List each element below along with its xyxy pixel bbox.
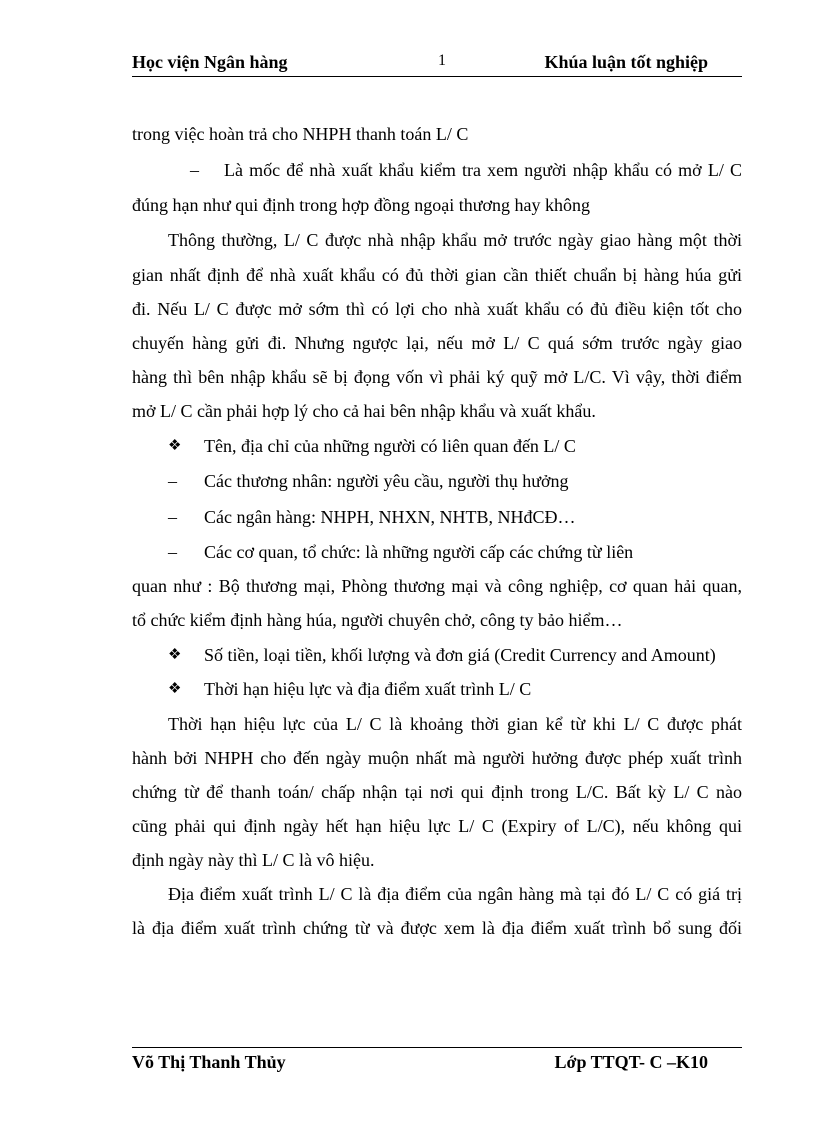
dash-item: Các cơ quan, tổ chức: là những người cấp các chứng từ liên <box>204 542 634 562</box>
text-line: hàng thì bên nhập khẩu sẽ bị đọng vốn vì phải ký quỹ mở L/C. Vì vậy, thời điểm <box>132 367 742 387</box>
text-line: quan như : Bộ thương mại, Phòng thương mại và công nghiệp, cơ quan hải quan, <box>132 576 742 596</box>
text-line: Thông thường, L/ C được nhà nhập khẩu mở trước ngày giao hàng một thời <box>168 230 742 250</box>
text-line: Là mốc để nhà xuất khẩu kiểm tra xem người nhập khẩu có mở L/ C <box>224 160 742 180</box>
bullet-item: Số tiền, loại tiền, khối lượng và đơn giá (Credit Currency and Amount) <box>204 645 716 665</box>
text-line: Địa điểm xuất trình L/ C là địa điểm của ngân hàng mà tại đó L/ C có giá trị <box>168 884 742 904</box>
page-header <box>132 50 742 77</box>
text-line: chứng từ để thanh toán/ chấp nhận tại nơi qui định trong L/C. Bất kỳ L/ C nào <box>132 782 742 802</box>
page-footer <box>132 1047 742 1076</box>
text-line: mở L/ C cần phải hợp lý cho cả hai bên nhập khẩu và xuất khẩu. <box>132 401 596 421</box>
text-line: trong việc hoàn trả cho NHPH thanh toán L/ C <box>132 124 469 144</box>
dash-item: Các ngân hàng: NHPH, NHXN, NHTB, NHđCĐ… <box>204 507 576 527</box>
text-line: là địa điểm xuất trình chứng từ và được xem là địa điểm xuất trình bổ sung đối <box>132 918 742 938</box>
dash-item: Các thương nhân: người yêu cầu, người thụ hưởng <box>204 471 569 491</box>
dash-marker: – <box>190 160 199 180</box>
text-line: tổ chức kiểm định hàng húa, người chuyên chở, công ty bảo hiểm… <box>132 610 623 630</box>
text-line: định ngày này thì L/ C là vô hiệu. <box>132 850 375 870</box>
dash-marker: – <box>168 471 177 491</box>
diamond-bullet-icon: ❖ <box>168 681 182 697</box>
text-line: hành bởi NHPH cho đến ngày muộn nhất mà người hưởng được phép xuất trình <box>132 748 742 768</box>
footer-author: Võ Thị Thanh Thủy <box>132 1052 286 1072</box>
bullet-item: Tên, địa chỉ của những người có liên quan đến L/ C <box>204 436 576 456</box>
text-line: gian nhất định để nhà xuất khẩu có đủ thời gian cần thiết chuẩn bị hàng húa gửi <box>132 265 742 285</box>
dash-marker: – <box>168 507 177 527</box>
text-line: đúng hạn như qui định trong hợp đồng ngoại thương hay không <box>132 195 591 215</box>
header-document-type: Khúa luận tốt nghiệp <box>544 52 708 72</box>
footer-class: Lớp TTQT- C –K10 <box>554 1052 708 1072</box>
dash-marker: – <box>168 542 177 562</box>
text-line: Thời hạn hiệu lực của L/ C là khoảng thời gian kể từ khi L/ C được phát <box>168 714 742 734</box>
text-line: đi. Nếu L/ C được mở sớm thì có lợi cho nhà xuất khẩu có đủ điều kiện tốt cho <box>132 299 742 319</box>
text-line: chuyến hàng gửi đi. Nhưng ngược lại, nếu mở L/ C quá sớm trước ngày giao <box>132 333 742 353</box>
header-institution: Học viện Ngân hàng <box>132 52 288 72</box>
diamond-bullet-icon: ❖ <box>168 647 182 663</box>
diamond-bullet-icon: ❖ <box>168 438 182 454</box>
text-line: cũng phải qui định ngày hết hạn hiệu lực L/ C (Expiry of L/C), nếu không qui <box>132 816 742 836</box>
bullet-item: Thời hạn hiệu lực và địa điểm xuất trình L/ C <box>204 679 532 699</box>
page-number: 1 <box>438 52 446 69</box>
